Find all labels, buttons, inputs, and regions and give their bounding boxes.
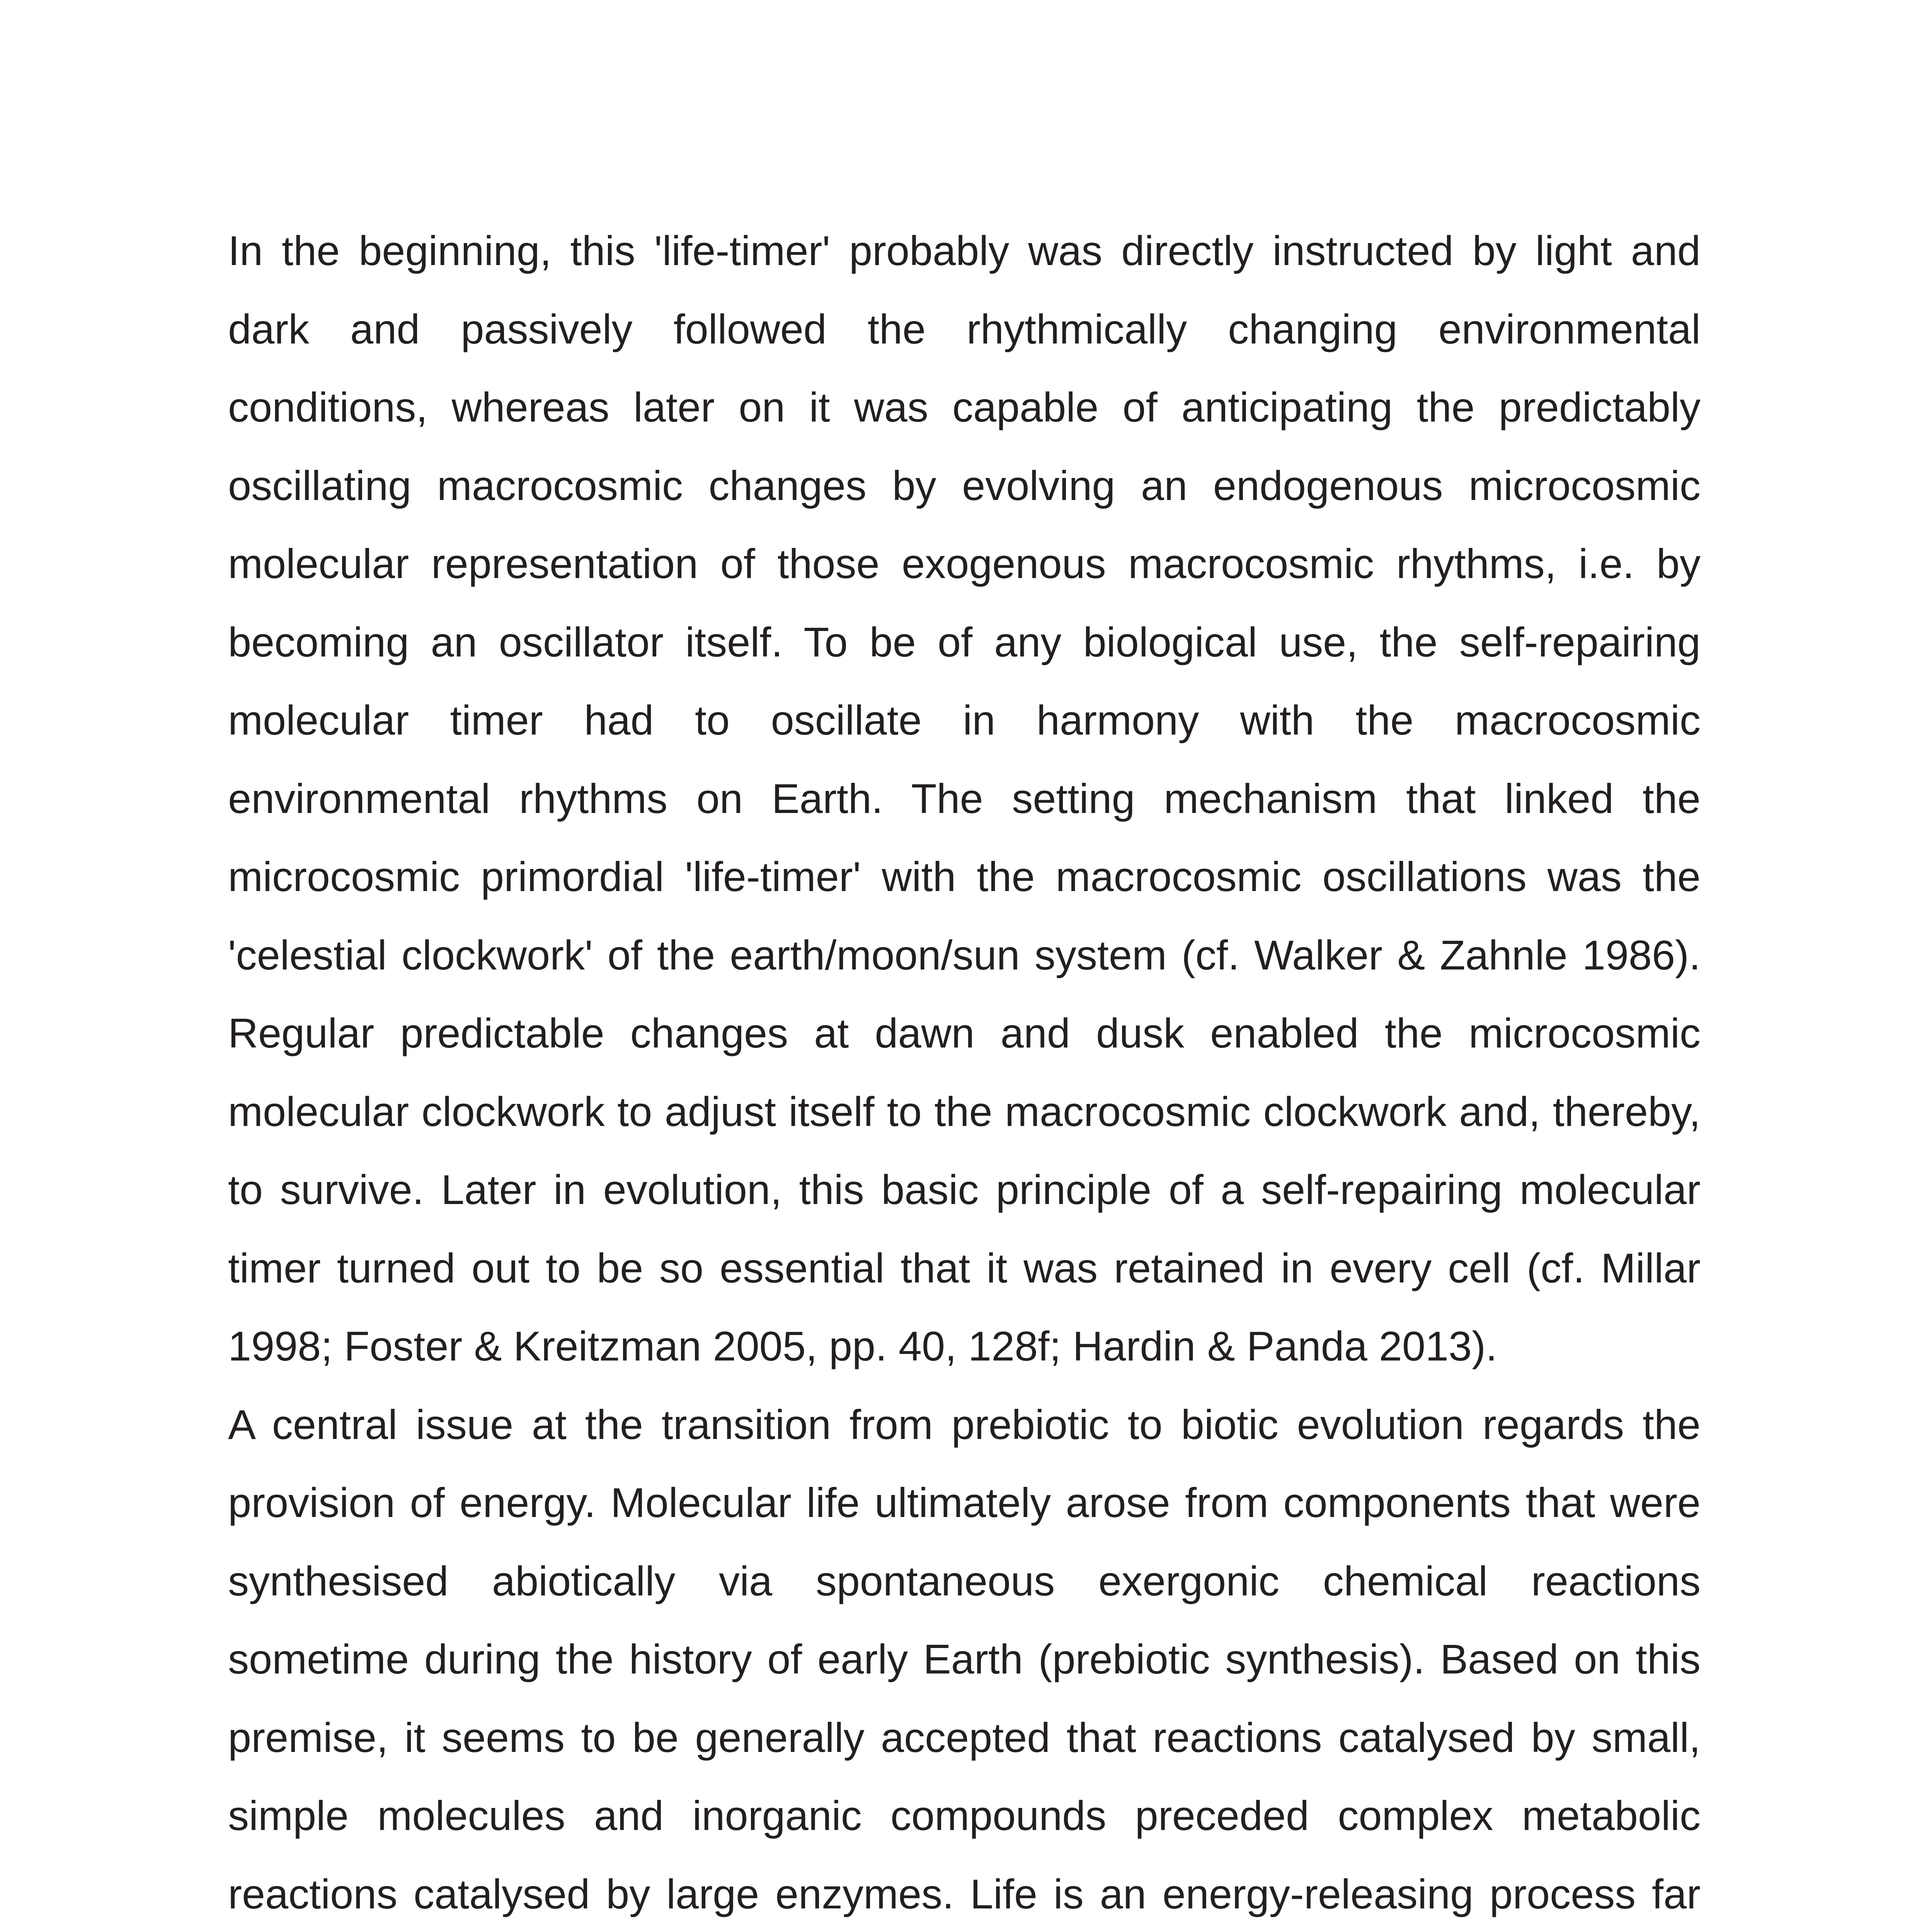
body-text [228,212,1701,1932]
paragraph-life-timer: In the beginning, this 'life-timer' probably was directly instructed by light and dark and passively followed the rhythmically changing environmental conditions, whereas later on it was capable of anticipating the predictably oscillating macrocosmic changes by evolving an endogenous microcosmic molecular representation of those exogenous macrocosmic rhythms, i.e. by becoming an oscillator itself. To be of any biological use, the self-repairing molecular timer had to oscillate in harmony with the macrocosmic environmental rhythms on Earth. The setting mechanism that linked the microcosmic primordial 'life-timer' with the macrocosmic oscillations was the 'celestial clockwork' of the earth/moon/sun system (cf. Walker & Zahnle 1986). Regular predictable changes at dawn and dusk enabled the microcosmic molecular clockwork to adjust itself to the macrocosmic clockwork and, thereby, to survive. Later in evolution, this basic principle of a self-repairing molecular timer turned out to be so essential that it was retained in every cell (cf. Millar 1998; Foster & Kreitzman 2005, pp. 40, 128f; Hardin & Panda 2013). [228,227,1701,1369]
paragraph-energy-provision: A central issue at the transition from prebiotic to biotic evolution regards the provision of energy. Molecular life ultimately arose from components that were synthesised abiotically via spontaneous exergonic chemical reactions sometime during the history of early Earth (prebiotic synthesis). Based on this premise, it seems to be generally accepted that reactions catalysed by small, simple molecules and inorganic compounds preceded complex metabolic reactions catalysed by large enzymes. Life is an energy-releasing process far [228,1401,1701,1917]
